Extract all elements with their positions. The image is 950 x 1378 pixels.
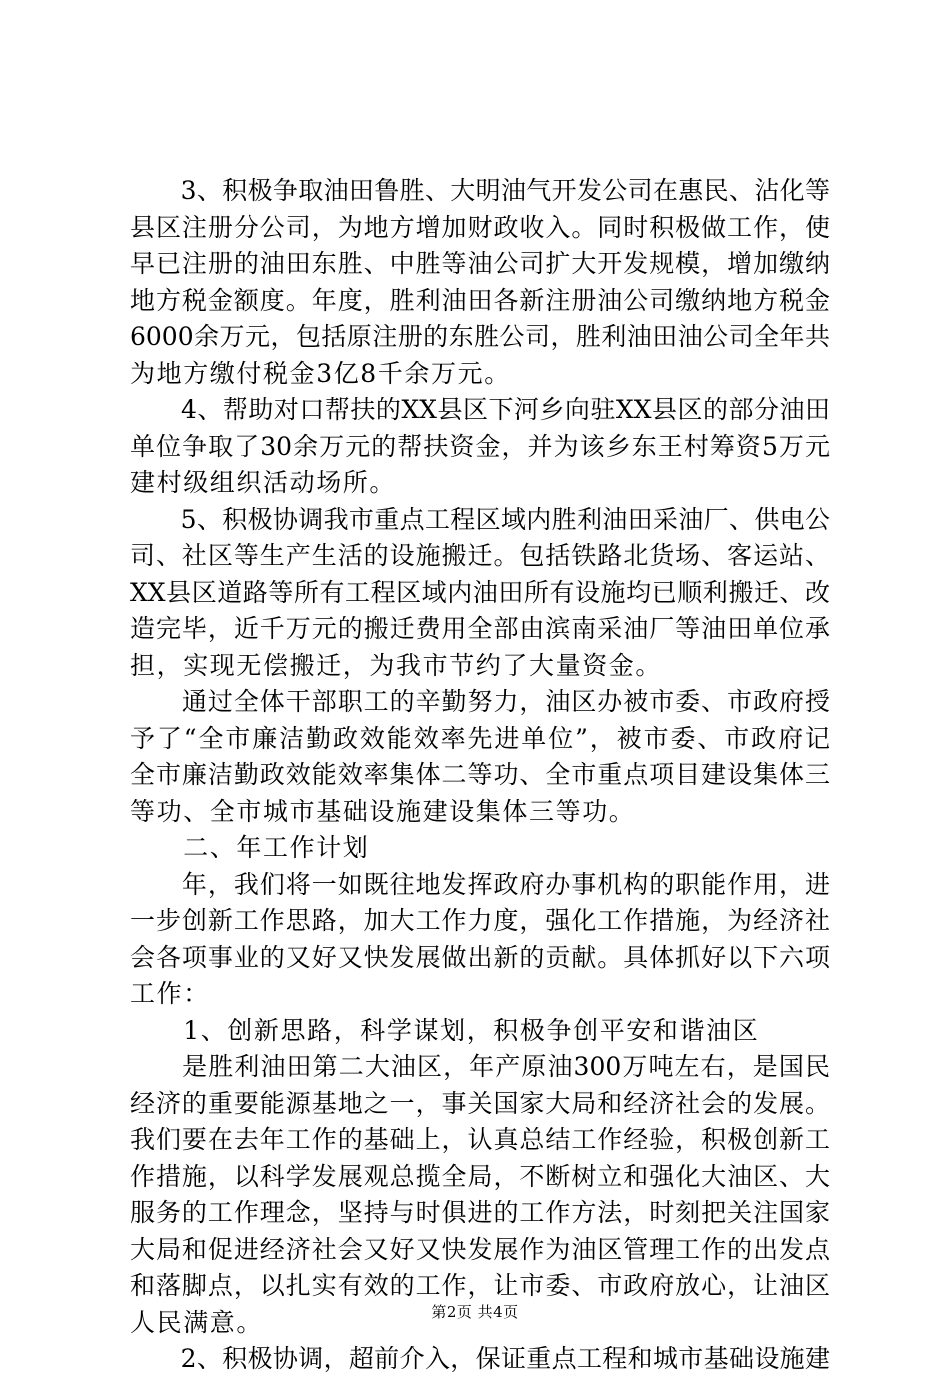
body-line: 工作： <box>130 979 210 1008</box>
body-line: 造完毕，近千万元的搬迁费用全部由滨南采油厂等油田单位承 <box>130 614 830 643</box>
body-line: 全市廉洁勤政效能效率集体二等功、全市重点项目建设集体三 <box>130 760 830 789</box>
body-line: 司、社区等生产生活的设施搬迁。包括铁路北货场、客运站、 <box>130 541 830 570</box>
body-line: 一步创新工作思路，加大工作力度，强化工作措施，为经济社 <box>130 906 830 935</box>
body-line: XX县区道路等所有工程区域内油田所有设施均已顺利搬迁、改 <box>130 577 830 607</box>
subsection-heading: 2、积极协调，超前介入，保证重点工程和城市基础设施建 <box>130 1344 830 1373</box>
body-line: 服务的工作理念，坚持与时俱进的工作方法，时刻把关注国家 <box>130 1198 830 1227</box>
body-line: 为地方缴付税金3亿8千余万元。 <box>130 358 511 388</box>
body-line: 会各项事业的又好又快发展做出新的贡献。具体抓好以下六项 <box>130 942 830 972</box>
page-number-footer: 第2页 共4页 <box>431 1303 519 1321</box>
body-line: 等功、全市城市基础设施建设集体三等功。 <box>130 796 636 826</box>
body-line: 县区注册分公司，为地方增加财政收入。同时积极做工作，使 <box>130 212 830 242</box>
body-line: 早已注册的油田东胜、中胜等油公司扩大开发规模，增加缴纳 <box>130 249 830 278</box>
body-line: 人民满意。 <box>130 1307 264 1337</box>
subsection-heading: 1、创新思路，科学谋划，积极争创平安和谐油区 <box>130 1015 760 1045</box>
body-line: 作措施，以科学发展观总揽全局，不断树立和强化大油区、大 <box>130 1161 830 1191</box>
body-line: 大局和促进经济社会又好又快发展作为油区管理工作的出发点 <box>130 1234 830 1264</box>
document-body <box>130 173 830 1378</box>
body-line: 予了“全市廉洁勤政效能效率先进单位”，被市委、市政府记 <box>130 723 830 753</box>
body-line: 经济的重要能源基地之一，事关国家大局和经济社会的发展。 <box>130 1088 830 1118</box>
body-line: 3、积极争取油田鲁胜、大明油气开发公司在惠民、沾化等 <box>130 176 830 205</box>
body-line: 年，我们将一如既往地发挥政府办事机构的职能作用，进 <box>130 869 830 899</box>
body-line: 担，实现无偿搬迁，为我市节约了大量资金。 <box>130 650 663 680</box>
body-line: 我们要在去年工作的基础上，认真总结工作经验，积极创新工 <box>130 1125 830 1154</box>
body-line: 是胜利油田第二大油区，年产原油300万吨左右，是国民 <box>130 1052 830 1081</box>
body-line: 通过全体干部职工的辛勤努力，油区办被市委、市政府授 <box>130 687 830 716</box>
body-line: 和落脚点，以扎实有效的工作，让市委、市政府放心，让油区 <box>130 1271 830 1300</box>
body-line: 6000余万元，包括原注册的东胜公司，胜利油田油公司全年共 <box>130 322 830 351</box>
body-line: 5、积极协调我市重点工程区域内胜利油田采油厂、供电公 <box>130 504 830 534</box>
body-line: 4、帮助对口帮扶的XX县区下河乡向驻XX县区的部分油田 <box>130 395 830 424</box>
body-line: 地方税金额度。年度，胜利油田各新注册油公司缴纳地方税金 <box>130 285 830 315</box>
body-line: 建村级组织活动场所。 <box>130 468 397 497</box>
body-line: 单位争取了30余万元的帮扶资金，并为该乡东王村筹资5万元 <box>130 431 830 461</box>
section-heading: 二、年工作计划 <box>130 833 370 862</box>
